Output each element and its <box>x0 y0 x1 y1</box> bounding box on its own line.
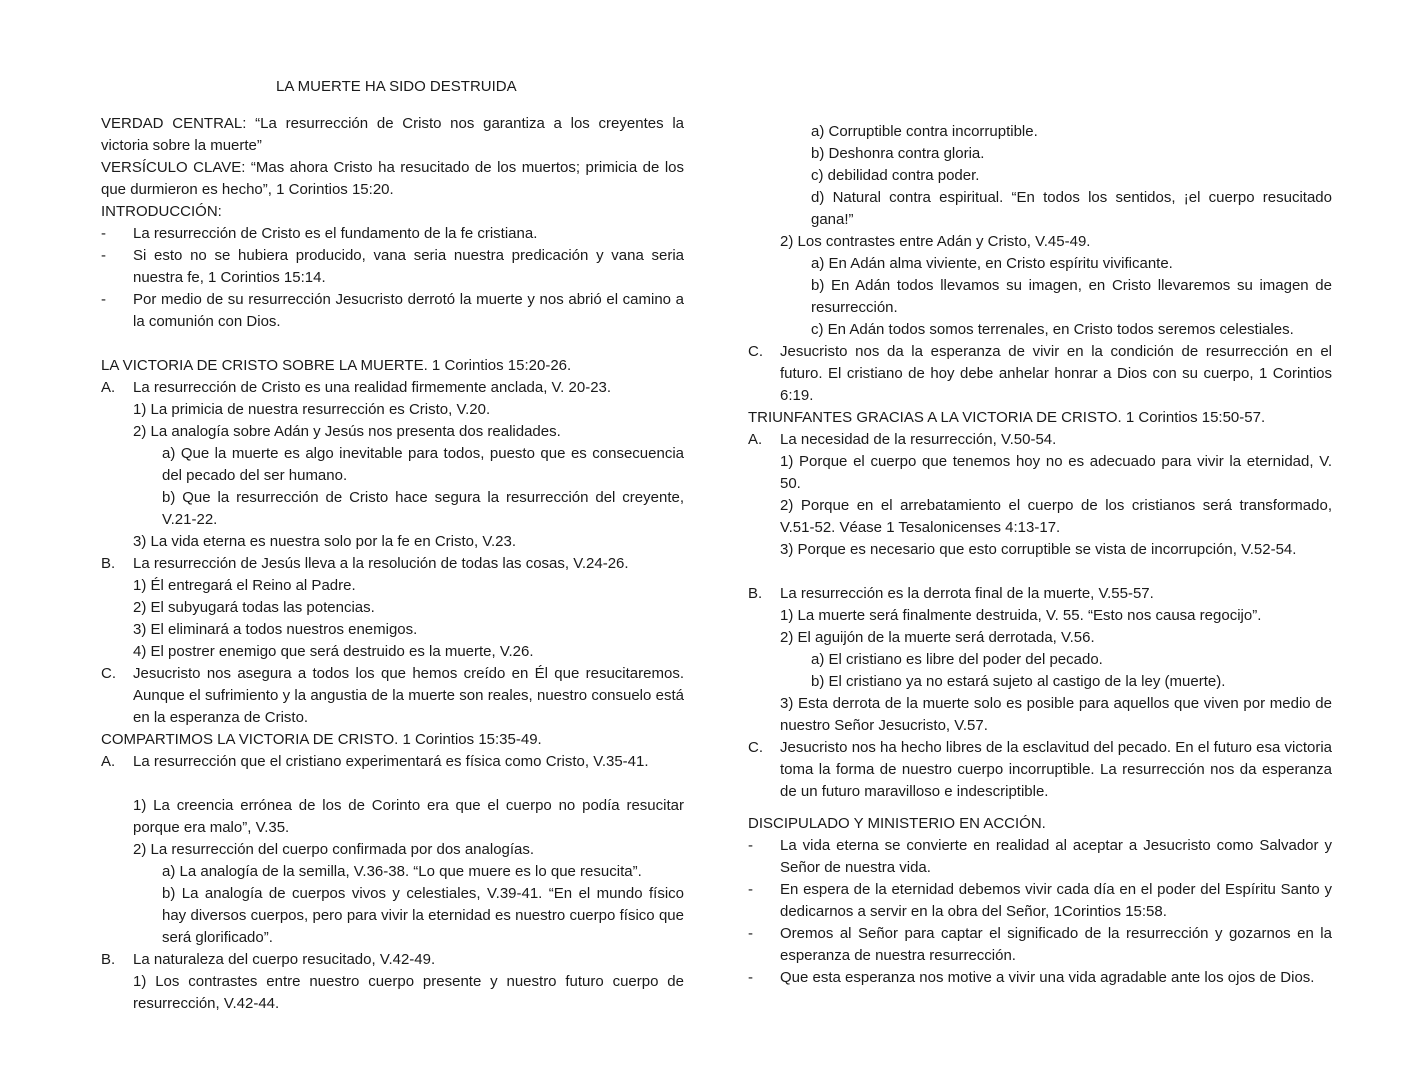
outline-subitem: 1) La creencia errónea de los de Corinto era que el cuerpo no podía resucitar porque era malo”, V.35. <box>133 797 684 836</box>
outline-subitem: 3) La vida eterna es nuestra solo por la fe en Cristo, V.23. <box>133 533 517 550</box>
outline-subsubitem: b) El cristiano ya no estará sujeto al castigo de la ley (muerte). <box>811 673 1226 690</box>
outline-label: B. <box>101 951 116 968</box>
outline-item: La necesidad de la resurrección, V.50-54. <box>780 431 1057 448</box>
outline-subsubitem: a) En Adán alma viviente, en Cristo espíritu vivificante. <box>811 255 1173 272</box>
outline-item: La naturaleza del cuerpo resucitado, V.42-49. <box>133 951 436 968</box>
bullet-dash: - <box>748 969 753 986</box>
outline-item: La resurrección de Cristo es una realidad firmemente anclada, V. 20-23. <box>133 379 612 396</box>
section-heading: TRIUNFANTES GRACIAS A LA VICTORIA DE CRISTO. 1 Corintios 15:50-57. <box>748 409 1266 426</box>
central-truth: VERDAD CENTRAL: “La resurrección de Cristo nos garantiza a los creyentes la victoria sobre la muerte” <box>101 115 684 154</box>
outline-subsubitem: a) Que la muerte es algo inevitable para todos, puesto que es consecuencia del pecado del ser humano. <box>162 445 684 484</box>
outline-label: A. <box>101 753 116 770</box>
outline-subsubitem: b) En Adán todos llevamos su imagen, en Cristo llevaremos su imagen de resurrección. <box>811 277 1332 316</box>
bullet-dash: - <box>101 247 106 264</box>
outline-subitem: 2) Porque en el arrebatamiento el cuerpo de los cristianos será transformado, V.51-52. Véase 1 Tesalonicenses 4:13-17. <box>780 497 1332 536</box>
outline-subsubitem: b) La analogía de cuerpos vivos y celestiales, V.39-41. “En el mundo físico hay diversos cuerpos, pero para vivir la eternidad es nuestro cuerpo físico que será glorificado”. <box>162 885 684 946</box>
outline-subsubitem: c) En Adán todos somos terrenales, en Cristo todos seremos celestiales. <box>811 321 1294 338</box>
outline-item: La resurrección de Jesús lleva a la resolución de todas las cosas, V.24-26. <box>133 555 629 572</box>
outline-subsubitem: b) Deshonra contra gloria. <box>811 145 985 162</box>
outline-subitem: 2) Los contrastes entre Adán y Cristo, V.45-49. <box>780 233 1091 250</box>
outline-subsubitem: b) Que la resurrección de Cristo hace segura la resurrección del creyente, V.21-22. <box>162 489 684 528</box>
intro-item: Por medio de su resurrección Jesucristo derrotó la muerte y nos abrió el camino a la comunión con Dios. <box>133 291 684 330</box>
outline-subitem: 2) El aguijón de la muerte será derrotada, V.56. <box>780 629 1095 646</box>
outline-item: La resurrección es la derrota final de la muerte, V.55-57. <box>780 585 1154 602</box>
outline-label: C. <box>748 739 763 756</box>
outline-subitem: 2) El subyugará todas las potencias. <box>133 599 375 616</box>
outline-subitem: 2) La resurrección del cuerpo confirmada por dos analogías. <box>133 841 535 858</box>
ministry-item: Que esta esperanza nos motive a vivir una vida agradable ante los ojos de Dios. <box>780 969 1315 986</box>
outline-item: Jesucristo nos da la esperanza de vivir en la condición de resurrección en el futuro. El cristiano de hoy debe anhelar honrar a Dios con su cuerpo, 1 Corintios 6:19. <box>780 343 1332 404</box>
section-heading: COMPARTIMOS LA VICTORIA DE CRISTO. 1 Corintios 15:35-49. <box>101 731 542 748</box>
outline-subitem: 2) La analogía sobre Adán y Jesús nos presenta dos realidades. <box>133 423 561 440</box>
outline-item: La resurrección que el cristiano experimentará es física como Cristo, V.35-41. <box>133 753 649 770</box>
bullet-dash: - <box>748 881 753 898</box>
outline-subitem: 1) Los contrastes entre nuestro cuerpo presente y nuestro futuro cuerpo de resurrección, V.42-44. <box>133 973 684 1012</box>
intro-heading: INTRODUCCIÓN: <box>101 203 222 220</box>
outline-label: A. <box>748 431 763 448</box>
key-verse: VERSÍCULO CLAVE: “Mas ahora Cristo ha resucitado de los muertos; primicia de los que durmieron es hecho”, 1 Corintios 15:20. <box>101 159 684 198</box>
bullet-dash: - <box>101 291 106 308</box>
ministry-item: La vida eterna se convierte en realidad al aceptar a Jesucristo como Salvador y Señor de nuestra vida. <box>780 837 1332 876</box>
outline-subsubitem: a) La analogía de la semilla, V.36-38. “Lo que muere es lo que resucita”. <box>162 863 642 880</box>
outline-item: Jesucristo nos ha hecho libres de la esclavitud del pecado. En el futuro esa victoria toma la forma de nuestro cuerpo incorruptible. La resurrección nos da esperanza de un futuro maravilloso e indescriptible. <box>780 739 1332 800</box>
outline-subitem: 3) Esta derrota de la muerte solo es posible para aquellos que viven por medio de nuestro Señor Jesucristo, V.57. <box>780 695 1332 734</box>
intro-item: Si esto no se hubiera producido, vana seria nuestra predicación y vana seria nuestra fe, 1 Corintios 15:14. <box>133 247 684 286</box>
outline-subsubitem: d) Natural contra espiritual. “En todos los sentidos, ¡el cuerpo resucitado gana!” <box>811 189 1332 228</box>
ministry-item: Oremos al Señor para captar el significado de la resurrección y gozarnos en la esperanza de nuestra resurrección. <box>780 925 1332 964</box>
ministry-item: En espera de la eternidad debemos vivir cada día en el poder del Espíritu Santo y dedicarnos a servir en la obra del Señor, 1Corintios 15:58. <box>780 881 1332 920</box>
bullet-dash: - <box>748 837 753 854</box>
outline-label: B. <box>101 555 116 572</box>
outline-subitem: 1) Porque el cuerpo que tenemos hoy no es adecuado para vivir la eternidad, V. 50. <box>780 453 1332 492</box>
outline-subitem: 3) El eliminará a todos nuestros enemigos. <box>133 621 418 638</box>
section-heading: LA VICTORIA DE CRISTO SOBRE LA MUERTE. 1 Corintios 15:20-26. <box>101 357 572 374</box>
bullet-dash: - <box>101 225 106 242</box>
outline-label: A. <box>101 379 116 396</box>
intro-item: La resurrección de Cristo es el fundamento de la fe cristiana. <box>133 225 538 242</box>
outline-subitem: 1) La muerte será finalmente destruida, V. 55. “Esto nos causa regocijo”. <box>780 607 1262 624</box>
outline-subsubitem: c) debilidad contra poder. <box>811 167 980 184</box>
bullet-dash: - <box>748 925 753 942</box>
outline-label: C. <box>748 343 763 360</box>
outline-item: Jesucristo nos asegura a todos los que hemos creído en Él que resucitaremos. Aunque el sufrimiento y la angustia de la muerte son reales, nuestro consuelo está en la esperanza de Cristo. <box>133 665 684 726</box>
outline-subsubitem: a) El cristiano es libre del poder del pecado. <box>811 651 1103 668</box>
page-title: LA MUERTE HA SIDO DESTRUIDA <box>276 78 517 95</box>
outline-label: C. <box>101 665 116 682</box>
outline-subitem: 1) La primicia de nuestra resurrección es Cristo, V.20. <box>133 401 491 418</box>
outline-label: B. <box>748 585 763 602</box>
outline-subitem: 4) El postrer enemigo que será destruido es la muerte, V.26. <box>133 643 534 660</box>
outline-subitem: 1) Él entregará el Reino al Padre. <box>133 577 356 594</box>
outline-subsubitem: a) Corruptible contra incorruptible. <box>811 123 1038 140</box>
section-heading: DISCIPULADO Y MINISTERIO EN ACCIÓN. <box>748 815 1046 832</box>
outline-subitem: 3) Porque es necesario que esto corruptible se vista de incorrupción, V.52-54. <box>780 541 1297 558</box>
